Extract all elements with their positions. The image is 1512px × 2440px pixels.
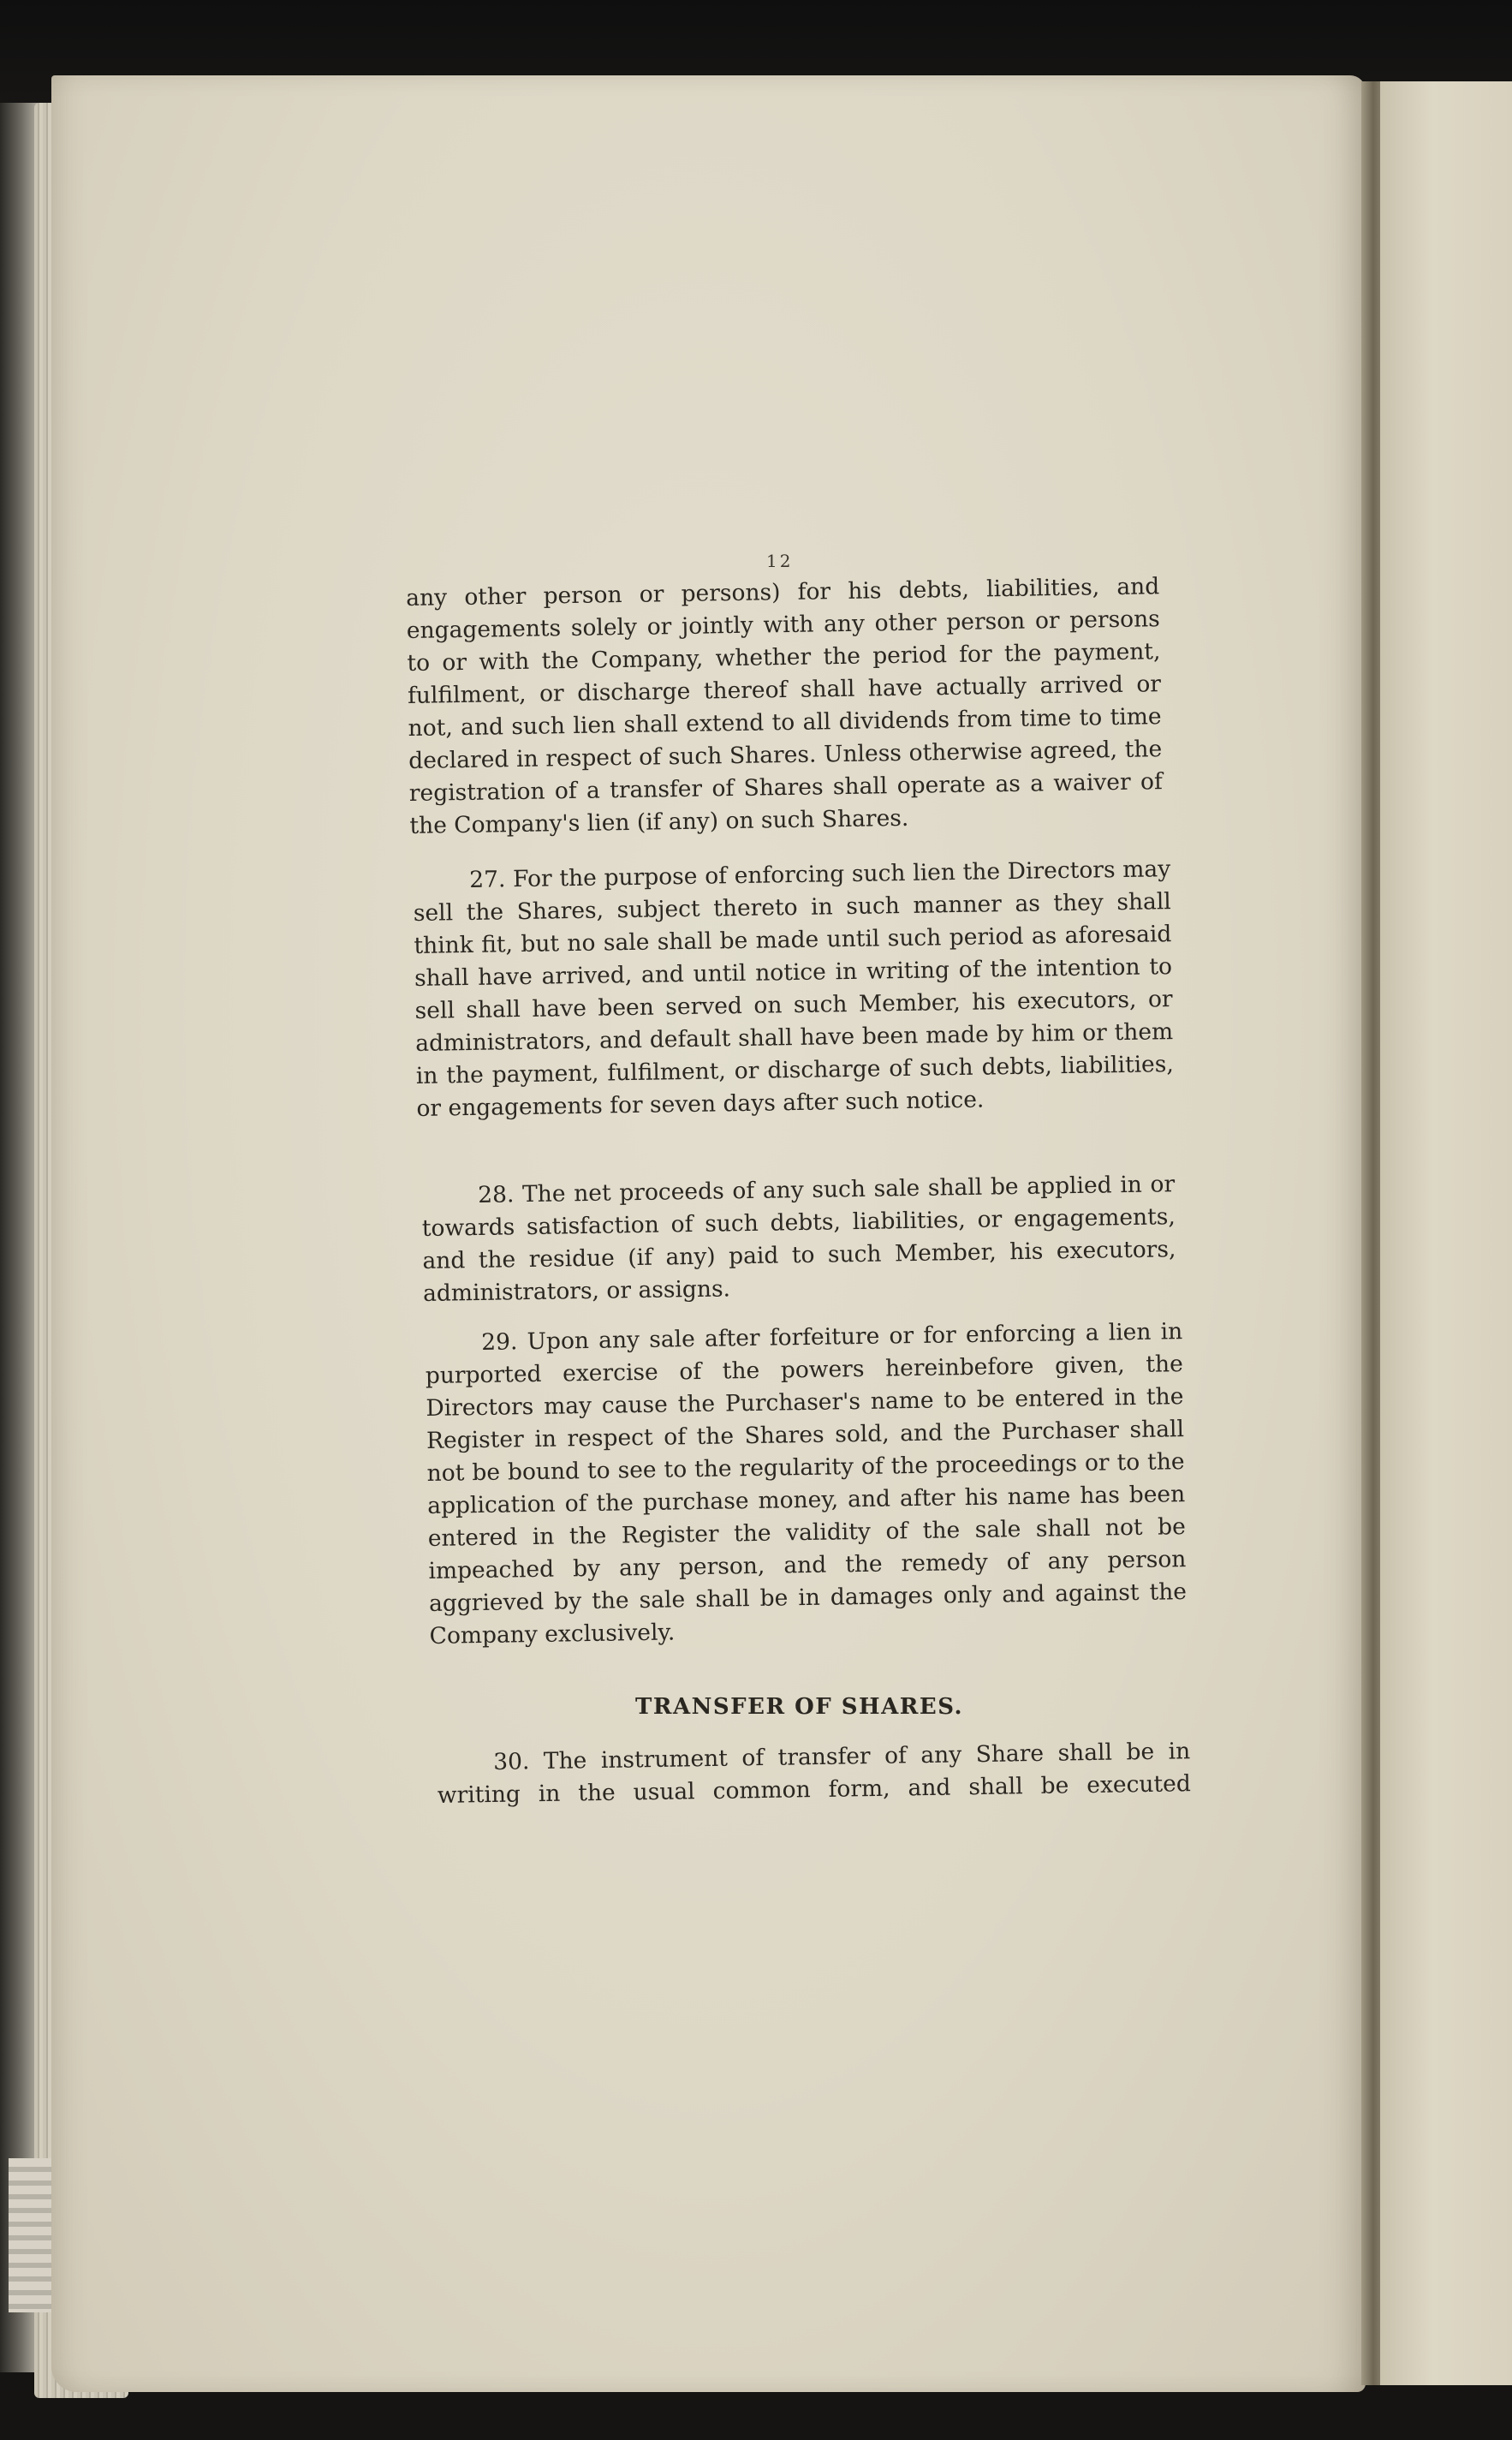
paragraph-28 <box>421 1168 1176 1310</box>
section-heading: TRANSFER OF SHARES. <box>635 1694 964 1720</box>
paragraph-29-text: 29. Upon any sale after forfeiture or for enforcing a lien in purported exercise of the powers hereinbefore given, the Directors may cause the Purchaser's name to be entered in the Register in respect of the Shares sold, and the Purchaser shall not be bound to see to the regularity of the proceedings or to the application of the purchase money, and after his name has been entered in the Register the validity of the sale shall not be impeached by any person, and the remedy of any person aggrieved by the sale shall be in damages only and against the Company exclusively. <box>425 1318 1188 1650</box>
paragraph-30-text: 30. The instrument of transfer of any Share shall be in writing in the usual common form, and shall be executed <box>437 1738 1192 1809</box>
paragraph-27 <box>413 853 1175 1125</box>
paragraph-30 <box>437 1735 1191 1812</box>
paragraph-27-text: 27. For the purpose of enforcing such lien the Directors may sell the Shares, subject thereto in such manner as they shall think fit, but no sale shall be made until such period as aforesaid shall have arrived, and until notice in writing of the intention to sell shall have been served on such Member, his executors, or administrators, and default shall have been made by him or them in the payment, fulfilment, or discharge of such debts, liabilities, or engagements for seven days after such notice. <box>413 856 1175 1122</box>
paragraph-28-text: 28. The net proceeds of any such sale shall be applied in or towards satisfaction of such debts, liabilities, or engagements, and the residue (if any) paid to such Member, his executors, administrators, or assigns. <box>421 1171 1176 1307</box>
page-number: 12 <box>766 551 794 571</box>
paragraph-29 <box>425 1315 1188 1653</box>
adjacent-page-edge <box>1380 81 1512 2385</box>
paragraph-continued <box>406 570 1164 843</box>
paragraph-continued-text: any other person or persons) for his debts, liabilities, and engagements solely or jointly with any other person or persons to or with the Company, whether the period for the payment, fulfilment, or discharge thereof shall have actually arrived or not, and such lien shall extend to all dividends from time to time declared in respect of such Shares. Unless otherwise agreed, the registration of a transfer of Shares shall operate as a waiver of the Company's lien (if any) on such Shares. <box>406 573 1164 839</box>
